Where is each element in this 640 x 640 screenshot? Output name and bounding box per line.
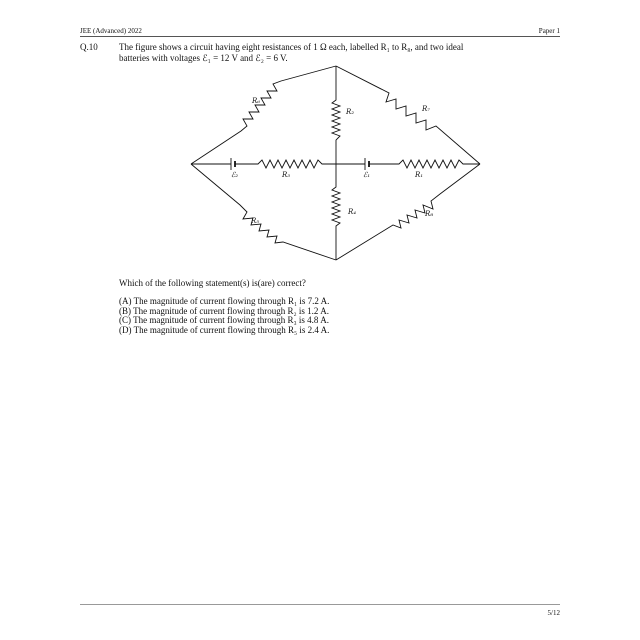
option-a: (A) The magnitude of current flowing through R₁ is 7.2 A. [119, 296, 330, 306]
wire-right-horizontal [336, 160, 480, 168]
question-text-line-1: The figure shows a circuit having eight resistances of 1 Ω each, labelled R₁ to R₈, and two ideal [119, 42, 464, 52]
label-e1: ℰ₁ [363, 171, 371, 179]
wire-bottom-left [191, 164, 336, 260]
answer-options [119, 297, 329, 335]
wire-top-right [336, 66, 480, 164]
label-r2: R₂ [346, 108, 355, 116]
footer-divider [80, 604, 560, 605]
label-r1: R₁ [415, 171, 424, 179]
question-prompt: Which of the following statement(s) is(are) correct? [119, 278, 306, 288]
wire-vertical-bottom [332, 164, 340, 260]
label-r7: R₇ [422, 105, 431, 113]
wire-bottom-right [336, 164, 480, 260]
option-d: (D) The magnitude of current flowing through R₅ is 2.4 A. [119, 324, 330, 335]
question-text-line-2: batteries with voltages ℰ₁ = 12 V and ℰ₂ = 6 V. [119, 53, 288, 63]
page-number: 5/12 [547, 609, 560, 617]
label-r6: R₆ [252, 97, 261, 105]
wire-top-left [191, 66, 336, 164]
question-number: Q.10 [80, 42, 98, 52]
label-r4: R₄ [348, 208, 357, 216]
label-r3: R₃ [282, 171, 291, 179]
exam-header: JEE (Advanced) 2022 [80, 27, 142, 35]
label-r5: R₅ [251, 217, 260, 225]
wire-vertical-top [332, 66, 340, 164]
option-b: (B) The magnitude of current flowing through R₂ is 1.2 A. [119, 305, 329, 316]
paper-label: Paper 1 [538, 27, 560, 35]
label-e2: ℰ₂ [231, 171, 239, 179]
label-r8: R₈ [425, 210, 434, 218]
option-c: (C) The magnitude of current flowing through R₃ is 4.8 A. [119, 315, 329, 325]
wire-left-horizontal [191, 160, 336, 168]
